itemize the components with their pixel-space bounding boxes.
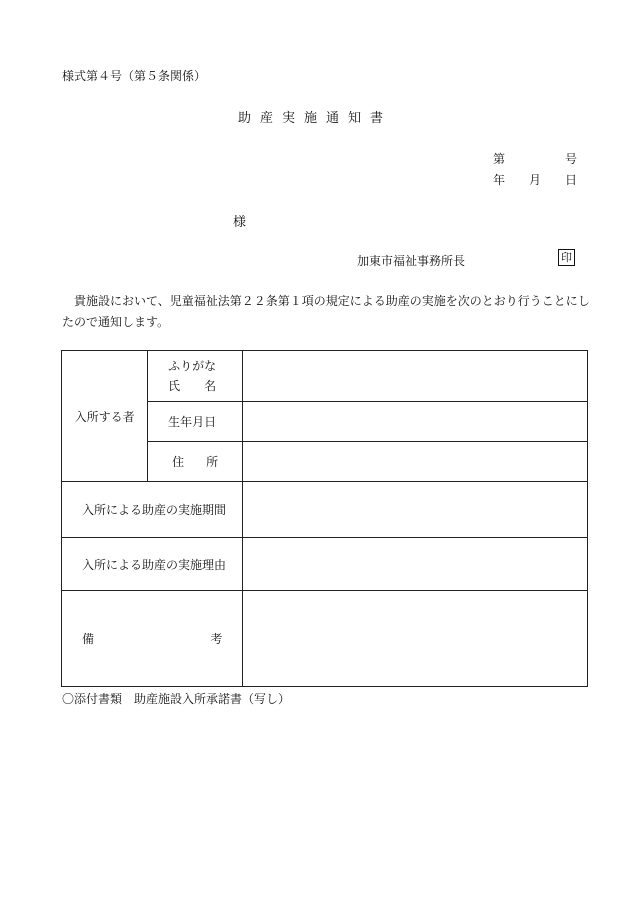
address-label-b: 所	[206, 455, 219, 469]
name-label-b: 名	[204, 379, 217, 393]
reason-label: 入所による助産の実施理由	[62, 538, 243, 591]
form-id: 様式第４号（第５条関係）	[62, 69, 207, 83]
number-suffix: 号	[565, 152, 578, 166]
name-label-cell	[148, 351, 243, 402]
reason-value-cell[interactable]	[243, 538, 588, 591]
period-label: 入所による助産の実施期間	[62, 482, 243, 538]
notice-table	[61, 350, 588, 687]
table-row	[62, 538, 588, 591]
name-value-cell[interactable]	[243, 351, 588, 402]
remarks-label-b: 考	[210, 632, 223, 646]
attachment-note: 〇添付書類 助産施設入所承諾書（写し）	[62, 692, 291, 706]
addressee-suffix: 様	[233, 215, 247, 230]
address-label-cell	[148, 442, 243, 482]
date-year: 年	[493, 173, 506, 187]
table-row	[62, 351, 588, 402]
number-prefix: 第	[493, 152, 506, 166]
remarks-value-cell[interactable]	[243, 591, 588, 687]
remarks-label-cell	[62, 591, 243, 687]
address-label-a: 住	[172, 455, 185, 469]
document-title: 助産実施通知書	[237, 111, 392, 126]
name-label-a: 氏	[168, 379, 181, 393]
period-value-cell[interactable]	[243, 482, 588, 538]
table-row	[62, 591, 588, 687]
table-row	[62, 482, 588, 538]
remarks-label-a: 備	[82, 632, 95, 646]
date-day: 日	[565, 173, 578, 187]
furigana-label: ふりがな	[168, 359, 217, 373]
body-text: 貴施設において、児童福祉法第２２条第１項の規定による助産の実施を次のとおり行うことにしたので通知します。	[62, 294, 590, 329]
name-label	[168, 376, 216, 396]
issuer: 加東市福祉事務所長	[357, 254, 466, 268]
seal-mark: 印	[558, 249, 575, 266]
dob-label: 生年月日	[148, 402, 243, 442]
entrant-label: 入所する者	[62, 351, 148, 482]
address-value-cell[interactable]	[243, 442, 588, 482]
date-month: 月	[529, 173, 542, 187]
dob-value-cell[interactable]	[243, 402, 588, 442]
